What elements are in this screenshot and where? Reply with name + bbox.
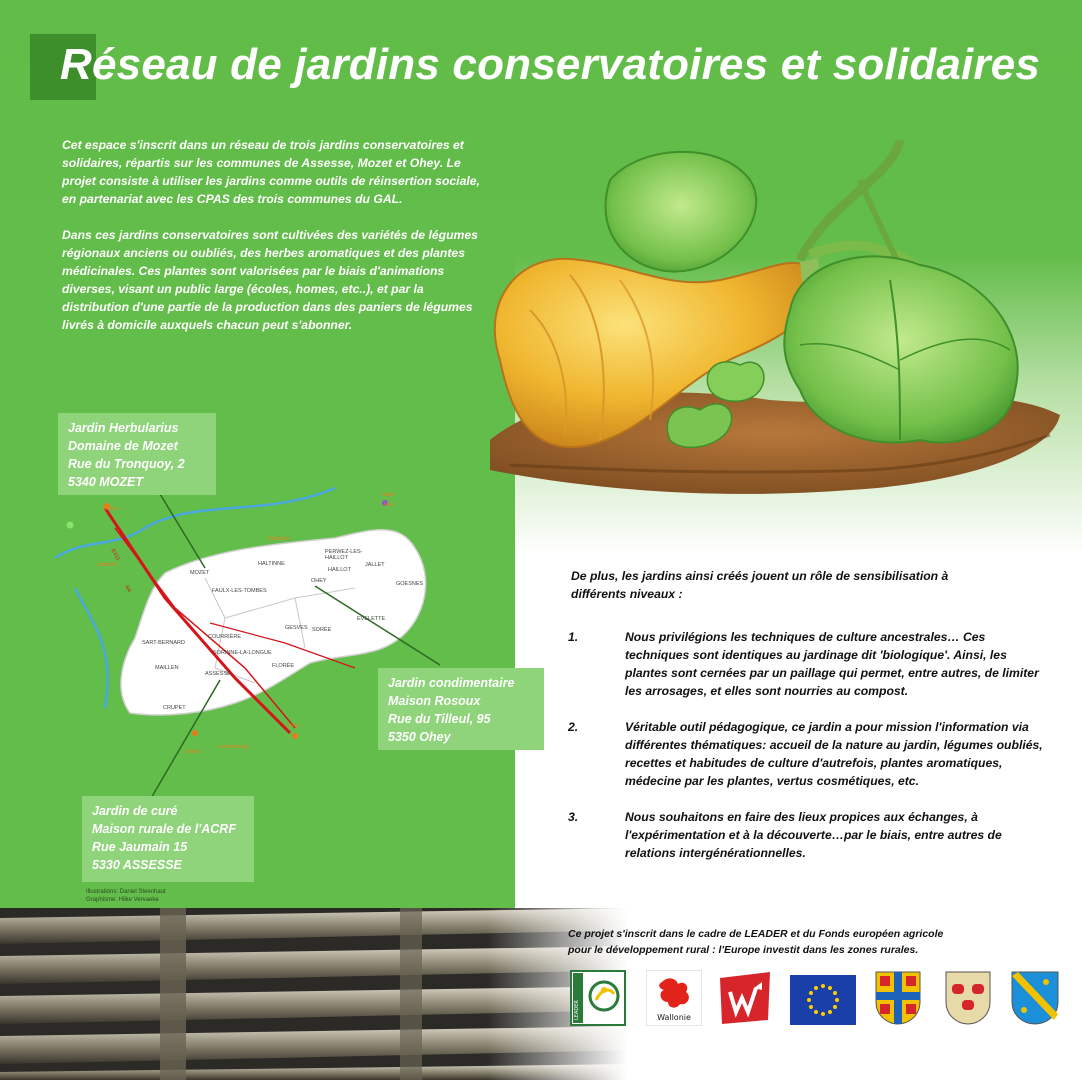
- map-destination-label: Dinant: [185, 749, 201, 755]
- garden-name: Jardin condimentaire: [388, 676, 515, 690]
- map-village-label: COURRIÈRE: [208, 634, 242, 640]
- map-destination-label: Jambes: [97, 562, 117, 568]
- page-title: Réseau de jardins conservatoires et solidaires: [60, 40, 1041, 89]
- intro-paragraph-1: Cet espace s'inscrit dans un réseau de trois jardins conservatoires et solidaires, répartis sur les communes de Assesse, Mozet et Ohey. Le projet consiste à utiliser les jardins comme outils de réinsertion sociale, en partenariat avec les CPAS des trois communes du GAL.: [62, 138, 480, 206]
- garden-name: Jardin de curé: [92, 804, 178, 818]
- list-item: [560, 808, 1050, 862]
- map-village-label: MAILLEN: [155, 665, 179, 671]
- map-village-label: PERWEZ-LES-HAILLOT: [325, 549, 363, 561]
- garden-location: Maison rurale de l'ACRF: [92, 822, 236, 836]
- map-village-label: MOZET: [190, 570, 210, 576]
- garden-assesse-box: [82, 796, 254, 882]
- garden-postcode: 5340 MOZET: [68, 475, 144, 489]
- map-destination-label: Huy: [384, 502, 394, 508]
- garden-street: Rue du Tronquoy, 2: [68, 457, 185, 471]
- garden-location: Domaine de Mozet: [68, 439, 178, 453]
- awareness-intro: De plus, les jardins ainsi créés jouent un rôle de sensibilisation à différents niveaux :: [571, 569, 949, 601]
- map-village-label: OHEY: [311, 578, 327, 584]
- wallonie-logo: [646, 970, 702, 1026]
- map-village-label: FLORÉE: [272, 663, 295, 669]
- credit-graphics: Graphisme: Hilke Vervaeke: [86, 897, 159, 903]
- map-destination-label: Namur: [102, 506, 119, 512]
- list-text: Nous souhaitons en faire des lieux propices aux échanges, à l'expérimentation et à la découverte…par le biais, entre autres de relations intergénérationnelles.: [625, 810, 1002, 860]
- map-village-label: FAULX-LES-TOMBES: [212, 588, 267, 594]
- garden-postcode: 5350 Ohey: [388, 730, 451, 744]
- eu-flag-logo: [790, 975, 856, 1025]
- map-village-label: SART-BERNARD: [142, 640, 185, 646]
- map-village-label: SORINNE-LA-LONGUE: [213, 650, 272, 656]
- map-road-label: N4: [123, 584, 132, 594]
- map-village-label: HALTINNE: [258, 561, 285, 567]
- map-destination-label: Andenne: [268, 536, 291, 542]
- map-destination-label: Ciney: [286, 723, 301, 729]
- coat-of-arms-1: [874, 970, 922, 1026]
- garden-street: Rue du Tilleul, 95: [388, 712, 491, 726]
- wallonie-logo-text: Wallonie: [657, 1013, 691, 1022]
- map-destination-label: Luxembourg: [218, 744, 249, 750]
- garden-mozet-box: [58, 413, 216, 495]
- garden-name: Jardin Herbularius: [68, 421, 179, 435]
- coat-of-arms-2: [944, 970, 992, 1026]
- map-village-label: CRUPET: [163, 705, 186, 711]
- list-number: 3.: [568, 810, 579, 824]
- list-item: [560, 718, 1050, 790]
- credit-illustration: Illustrations: Daniel Steenhaut: [86, 889, 166, 895]
- list-text: Véritable outil pédagogique, ce jardin a pour mission l'information via différentes thématiques: accueil de la nature au jardin, légumes oubliés, recettes et habitudes de culture d'autrefois, plantes aromatiques, médecine par les plantes, vertus cosmétiques, etc.: [625, 720, 1043, 788]
- map-village-label: SORÉE: [312, 627, 332, 633]
- map-village-label: JALLET: [365, 562, 385, 568]
- coat-of-arms-3: [1010, 970, 1060, 1026]
- garden-location: Maison Rosoux: [388, 694, 481, 708]
- leader-funding-text: Ce projet s'inscrit dans le cadre de LEADER et du Fonds européen agricole pour le développement rural : l'Europe investit dans les zones rurales.: [568, 928, 944, 956]
- list-number: 1.: [568, 630, 579, 644]
- leader-logo: [570, 970, 626, 1026]
- awareness-list: [560, 628, 1050, 880]
- map-village-label: HAILLOT: [328, 567, 351, 573]
- map-village-label: ASSESSE: [205, 671, 231, 677]
- map-road-label: E411: [109, 548, 121, 562]
- garden-ohey-box: [378, 668, 544, 750]
- credits: [86, 888, 166, 904]
- intro-paragraph-2: Dans ces jardins conservatoires sont cultivées des variétés de légumes régionaux anciens ou oubliés, des herbes aromatiques et des plantes médicinales. Ces plantes sont valorisées par le biais d'animations diverses, visant un public large (écoles, homes, etc..), et par la distribution d'une partie de la production dans des paniers de légumes livrés à domicile auxquels chacun peut s'abonner.: [62, 228, 478, 332]
- map-village-label: GOESNES: [396, 581, 424, 587]
- list-number: 2.: [568, 720, 579, 734]
- map-village-label: EVELETTE: [357, 616, 386, 622]
- leader-logo-text: LEADER: [574, 1000, 580, 1020]
- map-destination-label: Liège: [381, 492, 395, 498]
- list-item: [560, 628, 1050, 700]
- map-village-label: GESVES: [285, 625, 308, 631]
- list-text: Nous privilégions les techniques de culture ancestrales… Ces techniques sont identiques au jardinage dit 'biologique'. Ainsi, les plantes sont cernées par un paillage qui permet, entre autres, de limiter les arrosages, et elles sont nourries au compost.: [625, 630, 1039, 698]
- garden-postcode: 5330 ASSESSE: [92, 858, 182, 872]
- garden-street: Rue Jaumain 15: [92, 840, 188, 854]
- gal-logo: [716, 970, 774, 1026]
